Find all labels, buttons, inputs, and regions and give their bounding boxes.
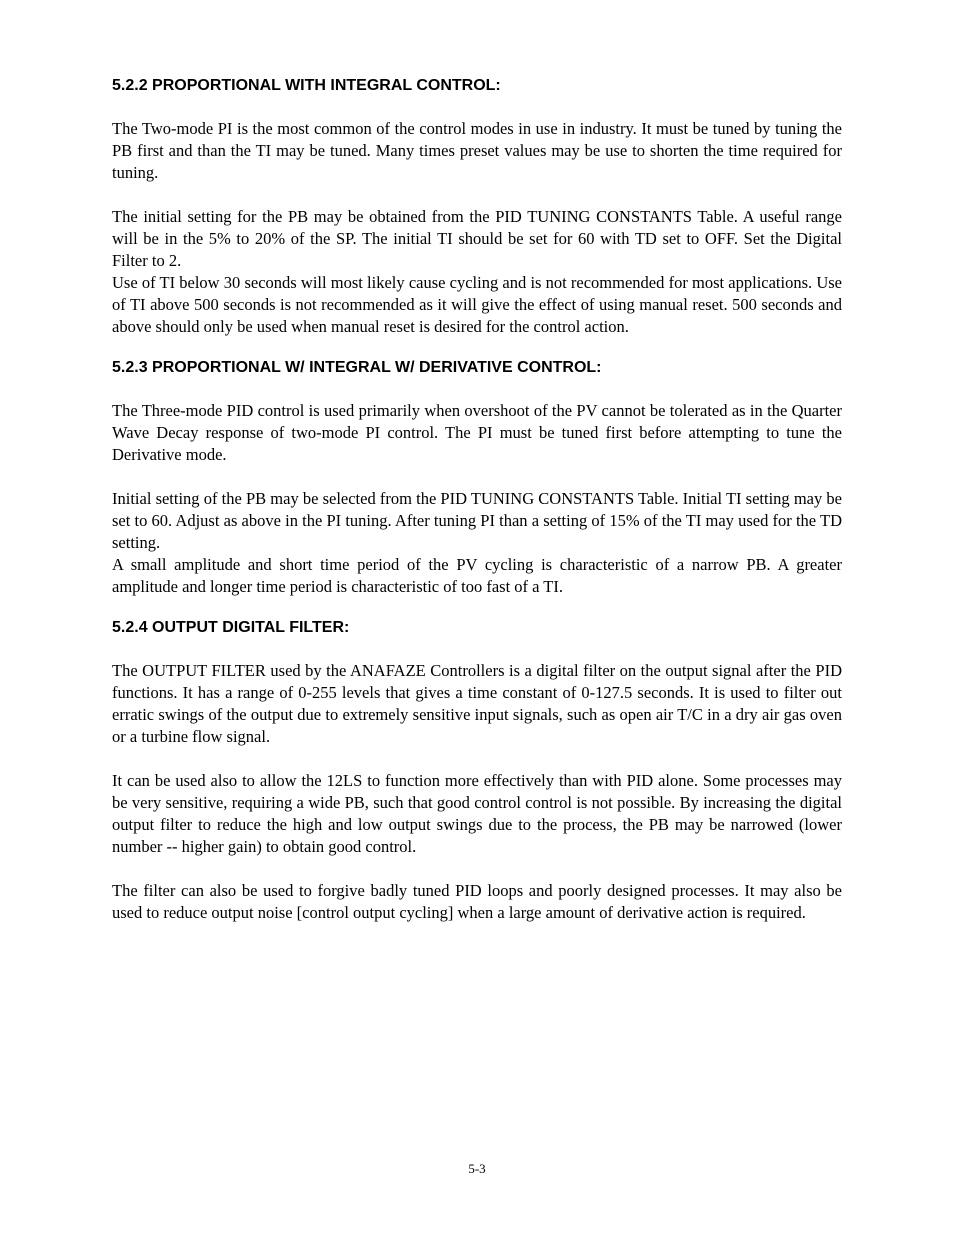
paragraph: The Three-mode PID control is used primarily when overshoot of the PV cannot be tolerated as in the Quarter Wave Decay response of two-mode PI control. The PI must be tuned first before attempting to tune the Derivative mode.	[112, 401, 842, 464]
section-5-2-3	[112, 358, 842, 598]
paragraph: Initial setting of the PB may be selected from the PID TUNING CONSTANTS Table. Initial TI setting may be set to 60. Adjust as above in the PI tuning. After tuning PI than a setting of 15% of the TI may used for the TD setting.	[112, 489, 842, 552]
paragraph: The OUTPUT FILTER used by the ANAFAZE Controllers is a digital filter on the output signal after the PID functions. It has a range of 0-255 levels that gives a time constant of 0-127.5 seconds. It is used to filter out erratic swings of the output due to extremely sensitive input signals, such as open air T/C in a dry air gas oven or a turbine flow signal.	[112, 661, 842, 746]
paragraph: The initial setting for the PB may be obtained from the PID TUNING CONSTANTS Table. A useful range will be in the 5% to 20% of the SP. The initial TI should be set for 60 with TD set to OFF. Set the Digital Filter to 2.	[112, 207, 842, 270]
section-heading: 5.2.4 OUTPUT DIGITAL FILTER:	[112, 619, 350, 636]
document-body	[112, 76, 842, 924]
section-5-2-2	[112, 76, 842, 338]
paragraph: The Two-mode PI is the most common of the control modes in use in industry. It must be tuned by tuning the PB first and than the TI may be tuned. Many times preset values may be use to shorten the time required for tuning.	[112, 119, 842, 182]
section-5-2-4	[112, 618, 842, 924]
paragraph: A small amplitude and short time period of the PV cycling is characteristic of a narrow PB. A greater amplitude and longer time period is characteristic of too fast of a TI.	[112, 555, 842, 596]
page-number: 5-3	[468, 1161, 486, 1176]
section-heading: 5.2.3 PROPORTIONAL W/ INTEGRAL W/ DERIVATIVE CONTROL:	[112, 359, 602, 376]
paragraph: The filter can also be used to forgive badly tuned PID loops and poorly designed processes. It may also be used to reduce output noise [control output cycling] when a large amount of derivative action is required.	[112, 881, 842, 922]
section-heading: 5.2.2 PROPORTIONAL WITH INTEGRAL CONTROL:	[112, 77, 501, 94]
paragraph: Use of TI below 30 seconds will most likely cause cycling and is not recommended for most applications. Use of TI above 500 seconds is not recommended as it will give the effect of using manual reset. 500 seconds and above should only be used when manual reset is desired for the control action.	[112, 273, 842, 336]
paragraph: It can be used also to allow the 12LS to function more effectively than with PID alone. Some processes may be very sensitive, requiring a wide PB, such that good control control is not possible. By increasing the digital output filter to reduce the high and low output swings due to the process, the PB may be narrowed (lower number -- higher gain) to obtain good control.	[112, 771, 842, 856]
